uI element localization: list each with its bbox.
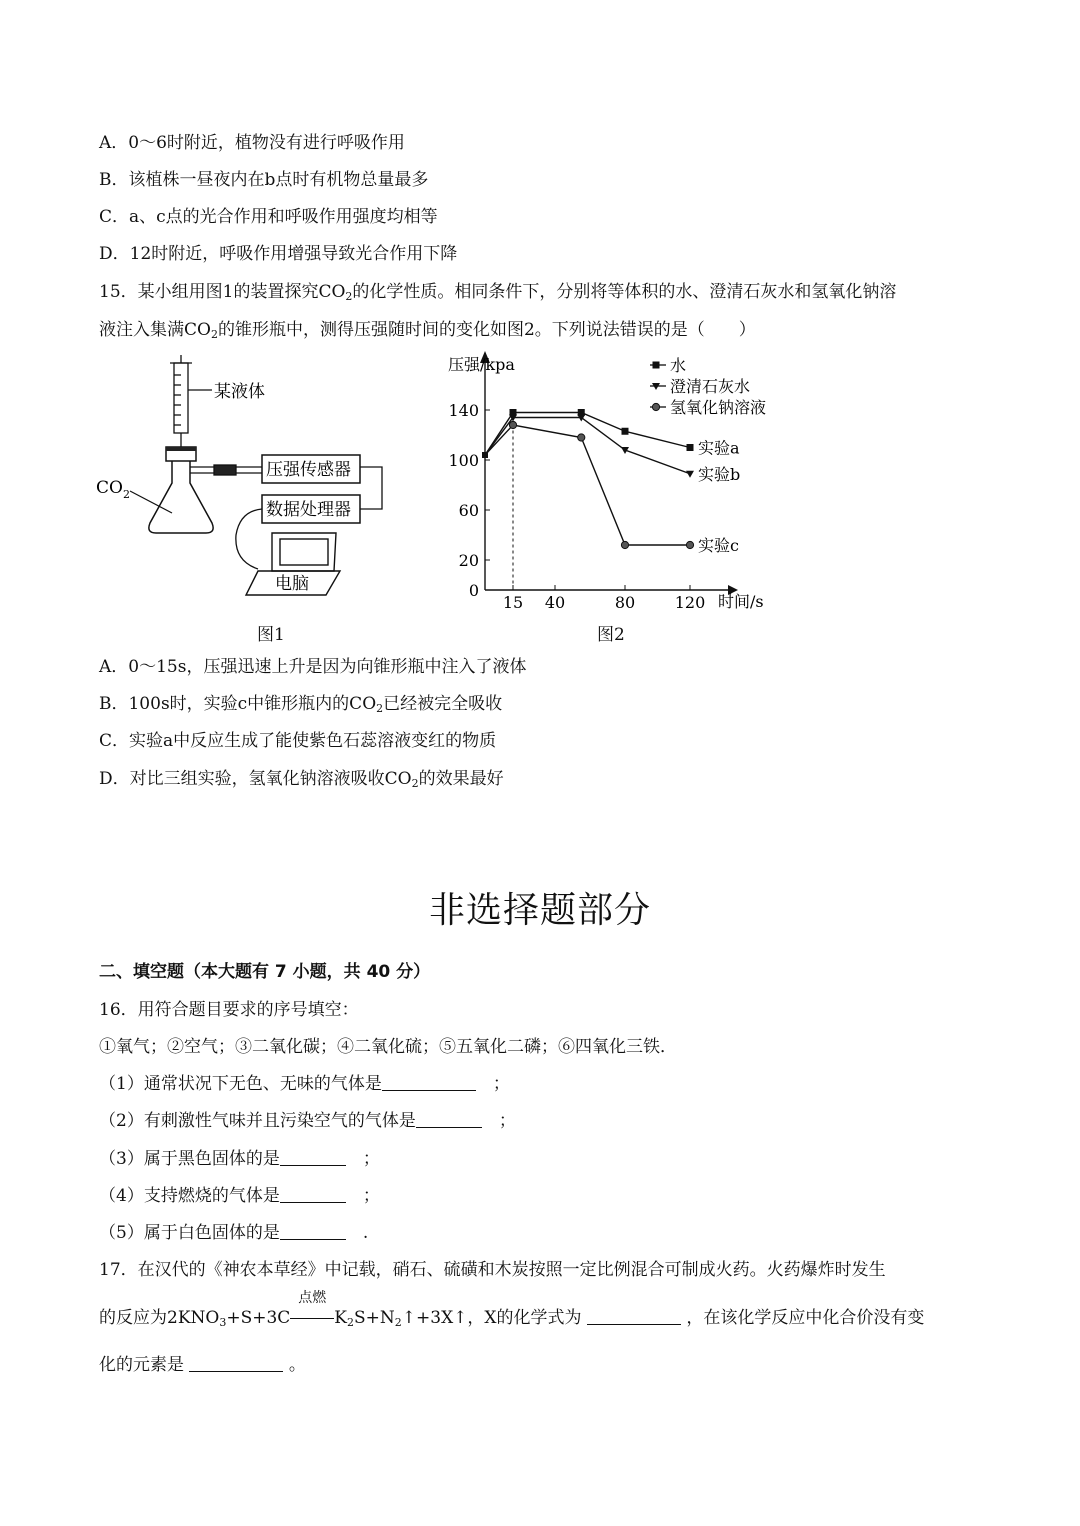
connector-tube — [190, 465, 262, 475]
x-tick-label: 40 — [544, 593, 566, 612]
sensor-processor-cable — [360, 467, 382, 509]
q16-sub5: （5）属于白色固体的是 . — [99, 1223, 369, 1243]
figure-2-caption: 图2 — [597, 625, 625, 645]
q14-option-d: D．12时附近，呼吸作用增强导致光合作用下降 — [99, 244, 458, 264]
data-point — [622, 428, 629, 435]
answer-blank[interactable] — [382, 1072, 476, 1091]
figure-1-caption: 图1 — [257, 625, 285, 645]
computer-label: 电脑 — [275, 574, 309, 594]
computer-cable — [236, 509, 262, 569]
q15-option-d: D．对比三组实验，氢氧化钠溶液吸收$CO_2$的效果最好 — [99, 769, 504, 790]
x-axis-label: 时间/s — [718, 592, 764, 611]
q14-option-b: B．该植株一昼夜内在b点时有机物总量最多 — [99, 170, 429, 190]
legend-marker — [652, 403, 659, 410]
data-point — [686, 471, 694, 478]
answer-blank[interactable] — [280, 1184, 346, 1203]
section-title: 非选择题部分 — [428, 890, 651, 931]
q15-stem-line1: 15．某小组用图1的装置探究$CO_2$的化学性质。相同条件下，分别将等体积的水、澄清石灰水和氢氧化钠溶 — [99, 282, 897, 303]
x-tick-label: 15 — [502, 593, 524, 612]
figure-1-apparatus — [90, 355, 400, 605]
answer-blank[interactable] — [280, 1147, 346, 1166]
data-point — [621, 541, 628, 548]
legend-marker — [653, 362, 660, 369]
q15-stem-line2: 液注入集满$CO_2$的锥形瓶中，测得压强随时间的变化如图2。下列说法错误的是（ ） — [99, 320, 756, 341]
q16-sub1: （1）通常状况下无色、无味的气体是 ； — [99, 1074, 510, 1094]
data-point — [687, 444, 694, 451]
syringe-label: 某液体 — [214, 382, 265, 402]
series-label: 实验b — [698, 464, 741, 484]
data-processor-label: 数据处理器 — [266, 500, 351, 520]
q16-sub3: （3）属于黑色固体的是 ； — [99, 1149, 380, 1169]
data-point — [686, 541, 693, 548]
answer-blank[interactable] — [587, 1306, 681, 1325]
legend-label: 澄清石灰水 — [670, 377, 751, 396]
y-tick-label: 0 — [468, 581, 479, 600]
legend-label: 水 — [670, 356, 687, 375]
x-tick-label: 80 — [614, 593, 636, 612]
y-tick-label: 20 — [458, 551, 479, 570]
conical-flask — [149, 461, 213, 533]
q15-option-c: C．实验a中反应生成了能使紫色石蕊溶液变红的物质 — [99, 731, 497, 751]
series-label: 实验a — [698, 438, 740, 458]
q16-stem: 16．用符合题目要求的序号填空： — [99, 1000, 359, 1020]
co2-label: $CO_2$ — [96, 478, 130, 501]
legend-label: 氢氧化钠溶液 — [670, 398, 767, 417]
answer-blank[interactable] — [416, 1109, 482, 1128]
data-point — [509, 421, 516, 428]
q17-line1: 17．在汉代的《神农本草经》中记载，硝石、硫磺和木炭按照一定比例混合可制成火药。火药爆炸时发生 — [99, 1260, 886, 1280]
q15-option-a: A．0～15s，压强迅速上升是因为向锥形瓶中注入了液体 — [99, 657, 527, 677]
q16-sub4: （4）支持燃烧的气体是 ； — [99, 1186, 380, 1206]
reaction-condition: 点燃 — [290, 1306, 334, 1330]
series-line-1 — [485, 413, 690, 456]
series-label: 实验c — [698, 536, 739, 555]
pressure-sensor-label: 压强传感器 — [266, 460, 351, 480]
y-tick-label: 140 — [448, 401, 479, 420]
x-tick-label: 120 — [674, 593, 706, 612]
q15-option-b: B．100s时，实验c中锥形瓶内的$CO_2$已经被完全吸收 — [99, 694, 503, 715]
q14-option-a: A．0～6时附近，植物没有进行呼吸作用 — [99, 133, 405, 153]
data-point — [578, 434, 585, 441]
data-point — [482, 452, 488, 458]
y-tick-label: 100 — [448, 451, 479, 470]
q14-option-c: C．a、c点的光合作用和呼吸作用强度均相等 — [99, 207, 438, 227]
answer-blank[interactable] — [280, 1221, 346, 1240]
part2-heading: 二、填空题（本大题有 7 小题，共 40 分） — [99, 962, 431, 982]
answer-blank[interactable] — [189, 1353, 283, 1372]
y-tick-label: 60 — [458, 501, 479, 520]
y-axis-label: 压强/kpa — [448, 355, 515, 374]
series-line-3 — [485, 425, 690, 545]
q16-items: ①氧气；②空气；③二氧化碳；④二氧化硫；⑤五氧化二磷；⑥四氧化三铁． — [99, 1037, 677, 1057]
q17-line3: 化的元素是 。 — [99, 1355, 306, 1375]
q17-line2: 的反应为$2KNO_3+S+3C$ 点燃 $K_2S+N_2↑+3X↑$，X的化学式为 ，在该化学反应中化合价没有变 — [99, 1290, 925, 1329]
figure-2-pressure-chart — [440, 345, 800, 615]
q16-sub2: （2）有刺激性气味并且污染空气的气体是 ； — [99, 1111, 516, 1131]
syringe — [170, 355, 212, 447]
